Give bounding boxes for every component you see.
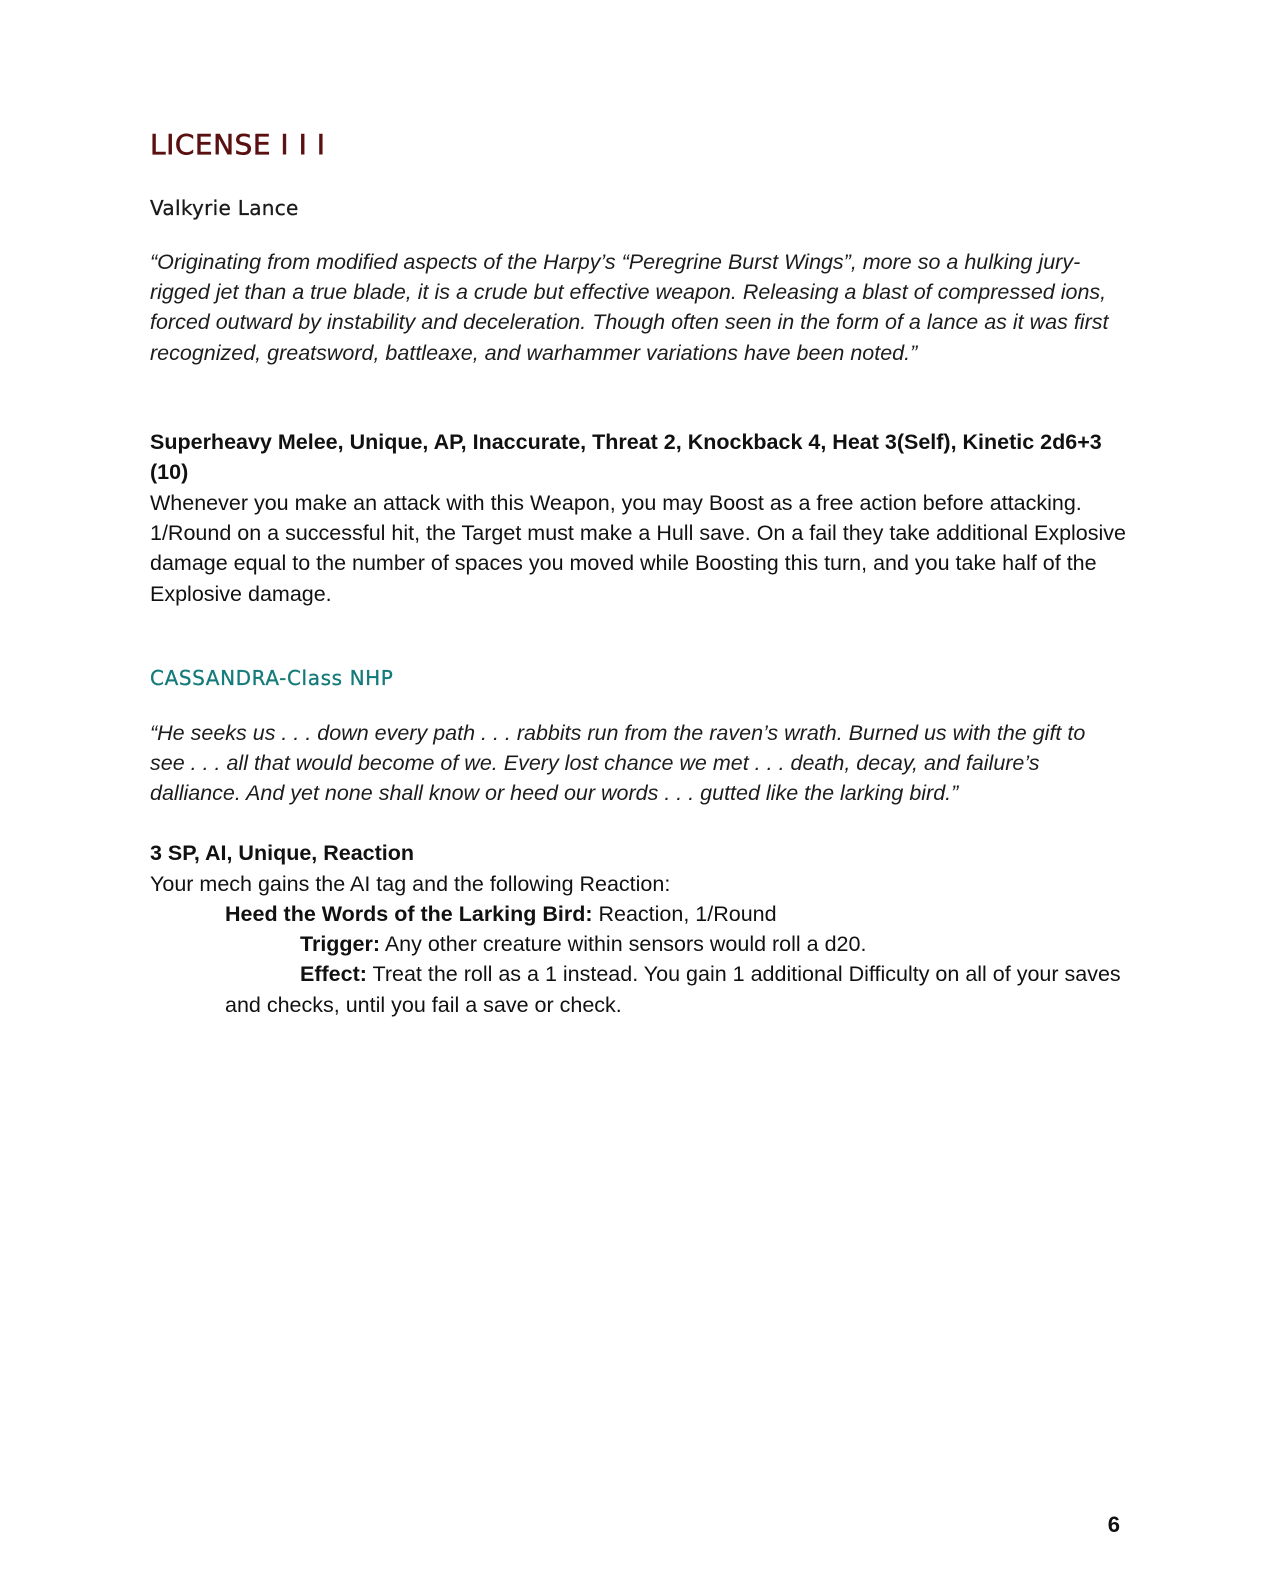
page-number: 6 [1107, 1512, 1120, 1537]
document-page [150, 0, 1126, 1588]
weapon-name: Valkyrie Lance [150, 196, 299, 220]
reaction-trigger-line [225, 929, 1125, 959]
weapon-tags: Superheavy Melee, Unique, AP, Inaccurate, Threat 2, Knockback 4, Heat 3(Self), Kinetic 2d6+3 (10) [150, 430, 1102, 485]
reaction-effect-line [225, 959, 1125, 1019]
license-heading: LICENSE I I I [150, 128, 326, 161]
system-description: Your mech gains the AI tag and the following Reaction: [150, 872, 671, 896]
reaction-block [225, 899, 1125, 1020]
effect-text: Treat the roll as a 1 instead. You gain 1 additional Difficulty on all of your saves and checks, until you fail a save or check. [225, 962, 1121, 1017]
weapon-description: Whenever you make an attack with this Weapon, you may Boost as a free action before attacking. 1/Round on a successful hit, the Target must make a Hull save. On a fail they take additional Explosive damage equal to the number of spaces you moved while Boosting this turn, and you take half of the Explosive damage. [150, 491, 1126, 606]
system-name: CASSANDRA-Class NHP [150, 666, 394, 690]
trigger-text: Any other creature within sensors would roll a d20. [380, 932, 867, 957]
reaction-type: Reaction, 1/Round [592, 902, 777, 926]
reaction-title-line [225, 899, 1125, 929]
trigger-label: Trigger: [300, 932, 381, 957]
effect-label: Effect: [300, 962, 367, 987]
weapon-flavor-text: “Originating from modified aspects of the Harpy’s “Peregrine Burst Wings”, more so a hulking jury-rigged jet than a true blade, it is a crude but effective weapon. Releasing a blast of compressed ions, forced outward by instability and deceleration. Though often seen in the form of a lance as it was first recognized, greatsword, battleaxe, and warhammer variations have been noted.” [150, 250, 1109, 365]
reaction-name: Heed the Words of the Larking Bird: [225, 902, 593, 926]
system-tags: 3 SP, AI, Unique, Reaction [150, 841, 415, 865]
system-flavor-text: “He seeks us . . . down every path . . . rabbits run from the raven’s wrath. Burned us with the gift to see . . . all that would become of we. Every lost chance we met . . . death, decay, and failure’s dalliance. And yet none shall know or heed our words . . . gutted like the larking bird.” [150, 721, 1086, 806]
